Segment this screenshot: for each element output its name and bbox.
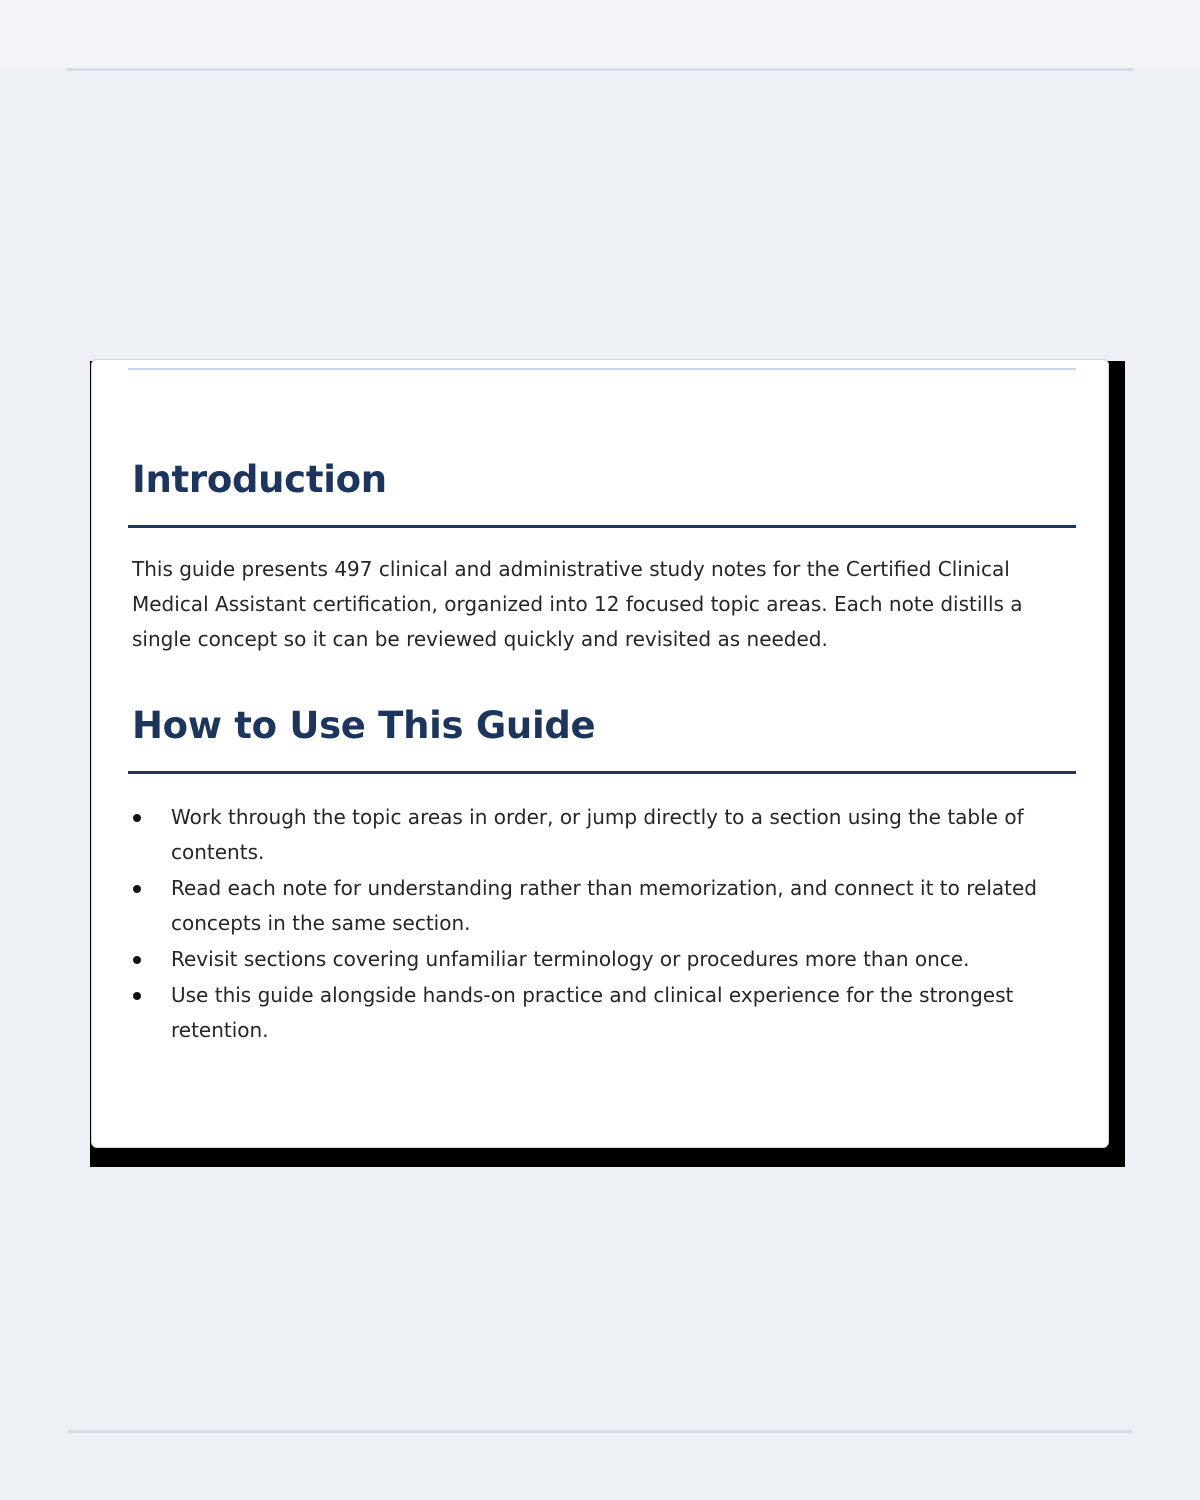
list-item-text: Work through the topic areas in order, or jump directly to a section using the table of contents.: [171, 805, 1024, 864]
list-item-text: Revisit sections covering unfamiliar terminology or procedures more than once.: [171, 947, 970, 971]
list-item: [132, 978, 1082, 1048]
list-item-text: Read each note for understanding rather than memorization, and connect it to related concepts in the same section.: [171, 876, 1037, 935]
page-header-rule: [128, 368, 1076, 370]
bullet-icon: [133, 992, 141, 1000]
bullet-icon: [133, 956, 141, 964]
top-divider: [67, 68, 1133, 71]
how-to-use-heading-rule: [128, 771, 1076, 774]
bottom-divider: [67, 1430, 1133, 1433]
list-item-text: Use this guide alongside hands-on practice and clinical experience for the strongest retention.: [171, 983, 1014, 1042]
list-item: [132, 800, 1082, 870]
introduction-heading: Introduction: [132, 458, 387, 501]
bullet-icon: [133, 885, 141, 893]
how-to-use-heading: How to Use This Guide: [132, 704, 596, 747]
top-toolbar-area: [0, 0, 1200, 68]
list-item: [132, 871, 1082, 941]
introduction-heading-rule: [128, 525, 1076, 528]
how-to-use-list: [132, 800, 1082, 1049]
document-page: [91, 359, 1109, 1148]
bullet-icon: [133, 814, 141, 822]
list-item: [132, 942, 1082, 977]
introduction-paragraph: This guide presents 497 clinical and administrative study notes for the Certified Clinical Medical Assistant certification, organized into 12 focused topic areas. Each note distills a single concept so it can be reviewed quickly and revisited as needed.: [132, 557, 1023, 651]
